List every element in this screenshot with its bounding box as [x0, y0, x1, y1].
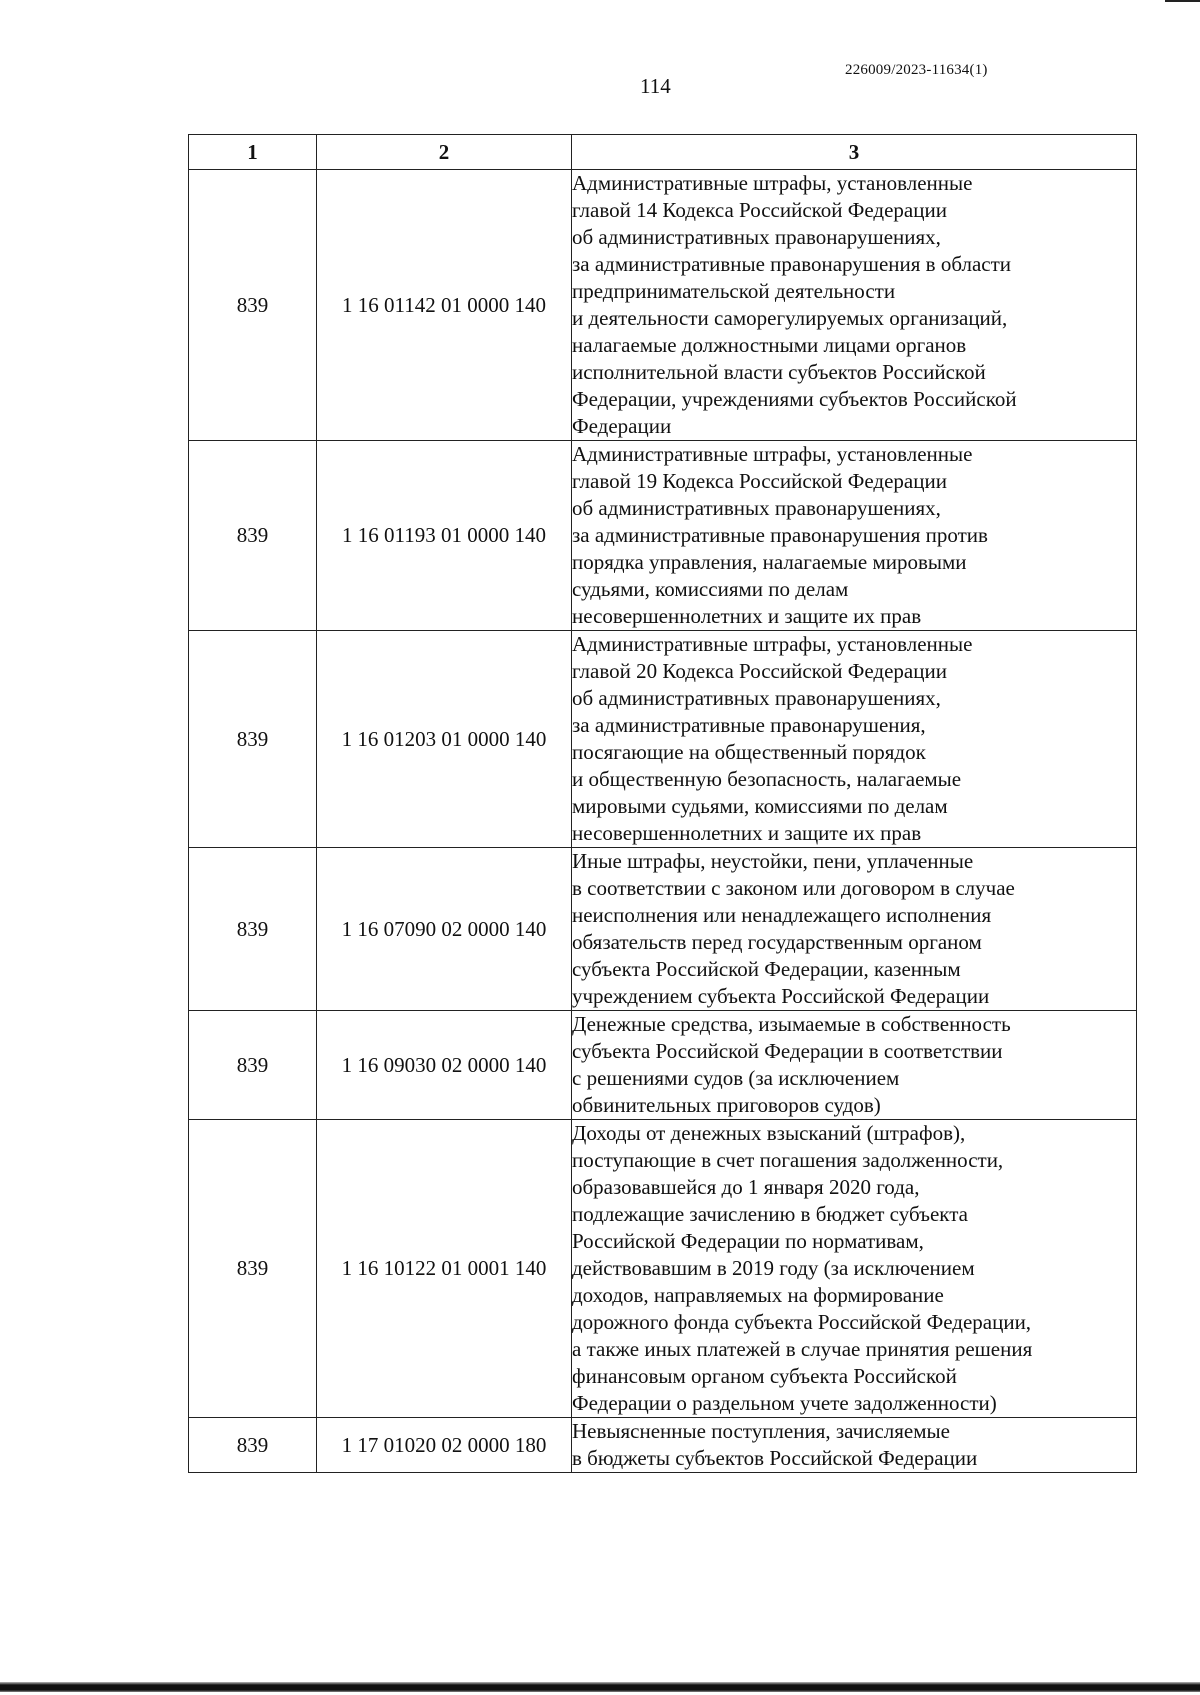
admin-code-cell: 839 [189, 1418, 317, 1473]
admin-code-cell: 839 [189, 631, 317, 848]
description-line: об административных правонарушениях, [572, 686, 941, 710]
admin-code-cell: 839 [189, 441, 317, 631]
description-line: предпринимательской деятельности [572, 279, 896, 303]
description-line: Федерации о раздельном учете задолженности) [572, 1391, 997, 1415]
budget-codes-table [188, 134, 1137, 1473]
description-line: подлежащие зачислению в бюджет субъекта [572, 1202, 968, 1226]
description-line: неисполнения или ненадлежащего исполнения [572, 903, 992, 927]
description-line: посягающие на общественный порядок [572, 740, 926, 764]
table-row [189, 1418, 1137, 1473]
description-cell [572, 1011, 1137, 1120]
description-line: главой 19 Кодекса Российской Федерации [572, 469, 947, 493]
table-row [189, 170, 1137, 441]
description-line: за административные правонарушения, [572, 713, 926, 737]
description-line: мировыми судьями, комиссиями по делам [572, 794, 948, 818]
description-line: за административные правонарушения против [572, 523, 988, 547]
description-line: в соответствии с законом или договором в случае [572, 876, 1015, 900]
description-cell [572, 170, 1137, 441]
description-line: Административные штрафы, установленные [572, 171, 973, 195]
description-line: Федерации, учреждениями субъектов Российской [572, 387, 1017, 411]
column-header-2: 2 [317, 135, 572, 170]
description-line: порядка управления, налагаемые мировыми [572, 550, 967, 574]
table-row [189, 1011, 1137, 1120]
description-line: дорожного фонда субъекта Российской Федерации, [572, 1310, 1032, 1334]
description-line: Административные штрафы, установленные [572, 632, 973, 656]
description-line: и деятельности саморегулируемых организаций, [572, 306, 1008, 330]
description-line: несовершеннолетних и защите их прав [572, 821, 922, 845]
budget-code-cell: 1 16 07090 02 0000 140 [317, 848, 572, 1011]
description-line: учреждением субъекта Российской Федерации [572, 984, 990, 1008]
description-line: Доходы от денежных взысканий (штрафов), [572, 1121, 966, 1145]
description-line: Федерации [572, 414, 672, 438]
description-line: действовавшим в 2019 году (за исключением [572, 1256, 975, 1280]
scan-edge-mark [1165, 0, 1200, 2]
column-header-3: 3 [572, 135, 1137, 170]
description-line: образовавшейся до 1 января 2020 года, [572, 1175, 920, 1199]
budget-code-cell: 1 16 10122 01 0001 140 [317, 1120, 572, 1418]
description-line: исполнительной власти субъектов Российской [572, 360, 986, 384]
description-line: за административные правонарушения в области [572, 252, 1012, 276]
description-line: обвинительных приговоров судов) [572, 1093, 881, 1117]
description-line: несовершеннолетних и защите их прав [572, 604, 922, 628]
budget-code-cell: 1 16 01203 01 0000 140 [317, 631, 572, 848]
description-line: Денежные средства, изымаемые в собственность [572, 1012, 1011, 1036]
description-cell [572, 848, 1137, 1011]
description-cell [572, 631, 1137, 848]
description-line: с решениями судов (за исключением [572, 1066, 900, 1090]
description-line: финансовым органом субъекта Российской [572, 1364, 957, 1388]
budget-code-cell: 1 16 01142 01 0000 140 [317, 170, 572, 441]
description-line: поступающие в счет погашения задолженности, [572, 1148, 1004, 1172]
budget-code-cell: 1 17 01020 02 0000 180 [317, 1418, 572, 1473]
description-line: в бюджеты субъектов Российской Федерации [572, 1446, 978, 1470]
table-row [189, 848, 1137, 1011]
page-number: 114 [640, 74, 671, 98]
description-line: обязательств перед государственным органом [572, 930, 982, 954]
budget-code-cell: 1 16 01193 01 0000 140 [317, 441, 572, 631]
description-line: Невыясненные поступления, зачисляемые [572, 1419, 950, 1443]
document-number: 226009/2023-11634(1) [845, 62, 988, 78]
admin-code-cell: 839 [189, 170, 317, 441]
description-line: Российской Федерации по нормативам, [572, 1229, 924, 1253]
description-line: доходов, направляемых на формирование [572, 1283, 944, 1307]
description-line: Административные штрафы, установленные [572, 442, 973, 466]
description-line: субъекта Российской Федерации, казенным [572, 957, 961, 981]
description-line: судьями, комиссиями по делам [572, 577, 849, 601]
description-line: и общественную безопасность, налагаемые [572, 767, 962, 791]
description-line: Иные штрафы, неустойки, пени, уплаченные [572, 849, 974, 873]
description-line: главой 20 Кодекса Российской Федерации [572, 659, 947, 683]
description-line: об административных правонарушениях, [572, 496, 941, 520]
table-row [189, 631, 1137, 848]
admin-code-cell: 839 [189, 1011, 317, 1120]
table-row [189, 441, 1137, 631]
description-cell [572, 441, 1137, 631]
description-line: а также иных платежей в случае принятия решения [572, 1337, 1033, 1361]
admin-code-cell: 839 [189, 848, 317, 1011]
admin-code-cell: 839 [189, 1120, 317, 1418]
scan-bottom-edge [0, 1682, 1200, 1692]
description-line: субъекта Российской Федерации в соответствии [572, 1039, 1003, 1063]
table-header-row [189, 135, 1137, 170]
column-header-1: 1 [189, 135, 317, 170]
table-row [189, 1120, 1137, 1418]
description-line: налагаемые должностными лицами органов [572, 333, 967, 357]
budget-code-cell: 1 16 09030 02 0000 140 [317, 1011, 572, 1120]
description-line: главой 14 Кодекса Российской Федерации [572, 198, 947, 222]
description-line: об административных правонарушениях, [572, 225, 941, 249]
description-cell [572, 1120, 1137, 1418]
description-cell [572, 1418, 1137, 1473]
